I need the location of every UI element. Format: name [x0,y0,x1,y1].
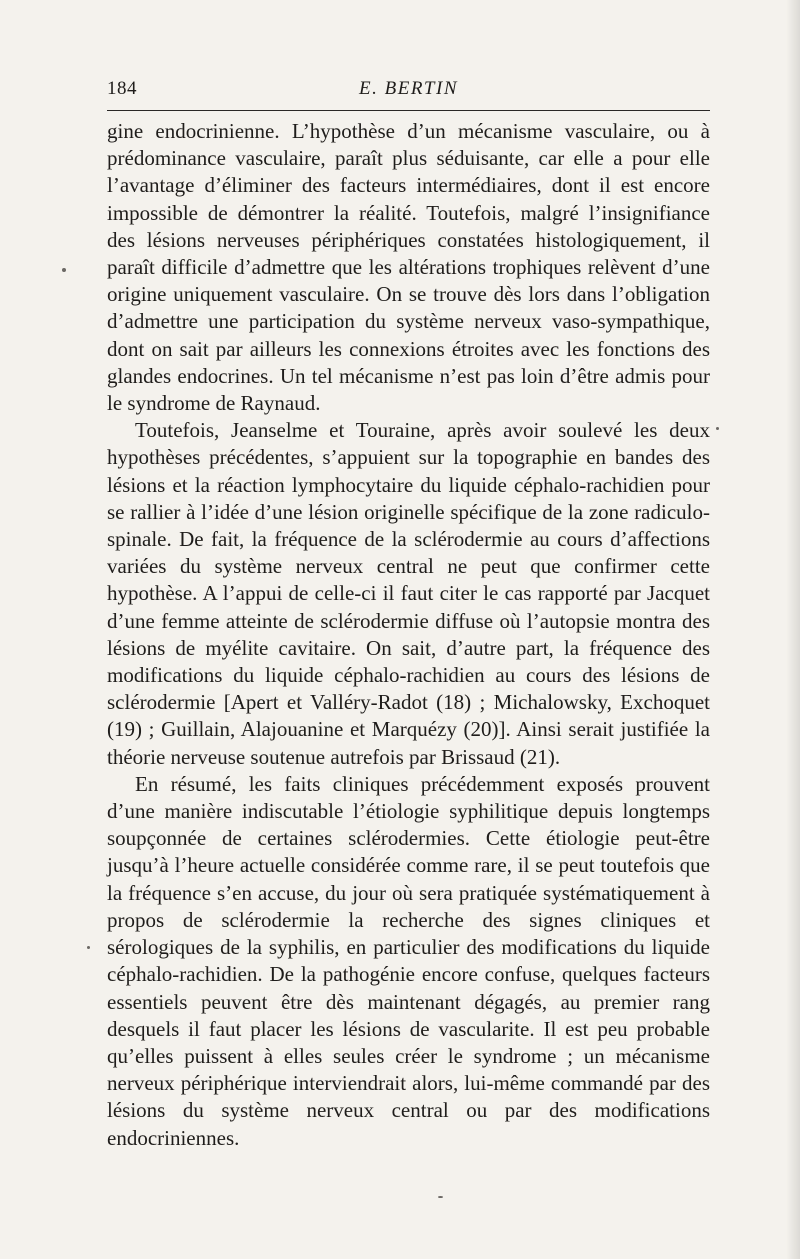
paragraph-summary: En résumé, les faits cliniques précédemment exposés prouvent d’une manière indiscutable l’étiologie syphilitique depuis longtemps soupçonnée de certaines sclérodermies. Cette étiologie peut-être jusqu’à l’heure actuelle considérée comme rare, il se peut toutefois que la fréquence s’en accuse, du jour où sera pratiquée systématiquement à propos de sclérodermie la recherche des signes cliniques et sérologiques de la syphilis, en particulier des modifications du liquide céphalo-rachidien. De la pathogénie encore confuse, quelques facteurs essentiels peuvent être dès maintenant dégagés, au premier rang desquels il faut placer les lésions de vascularite. Il est peu probable qu’elles puissent à elles seules créer le syndrome ; un mécanisme nerveux périphérique interviendrait alors, lui-même commandé par des lésions du système nerveux central ou par des modifications endocriniennes. [107,771,710,1150]
page-number: 184 [107,78,137,99]
paper-speck [716,427,719,430]
paper-speck [87,946,90,949]
body-text [107,118,710,1152]
running-head: E. BERTIN [359,78,458,99]
page-header [107,78,710,104]
paper-speck [62,268,66,272]
paper-speck [438,1196,443,1198]
paragraph-pathogenesis: Toutefois, Jeanselme et Touraine, après avoir soulevé les deux hypothèses précédentes, s’appuient sur la topographie en bandes des lésions et la réaction lymphocytaire du liquide céphalo-rachidien pour se rallier à l’idée d’une lésion originelle spécifique de la zone radiculo-spinale. De fait, la fréquence de la sclérodermie au cours d’affections variées du système nerveux central ne peut que confirmer cette hypothèse. A l’appui de celle-ci il faut citer le cas rapporté par Jacquet d’une femme atteinte de sclérodermie diffuse où l’autopsie montra des lésions de myélite cavitaire. On sait, d’autre part, la fréquence des modifications du liquide céphalo-rachidien au cours des lésions de sclérodermie [Apert et Valléry-Radot (18) ; Michalowsky, Exchoquet (19) ; Guillain, Alajouanine et Marquézy (20)]. Ainsi serait justifiée la théorie nerveuse soutenue autrefois par Brissaud (21). [107,418,710,769]
header-rule [107,110,710,111]
paragraph-continuation: gine endocrinienne. L’hypothèse d’un mécanisme vasculaire, ou à prédominance vasculaire, paraît plus séduisante, car elle a pour elle l’avantage d’éliminer des facteurs intermédiaires, dont il est encore impossible de démontrer la réalité. Toutefois, malgré l’insignifiance des lésions nerveuses périphériques constatées histologiquement, il paraît difficile d’admettre que les altérations trophiques relèvent d’une origine uniquement vasculaire. On se trouve dès lors dans l’obligation d’admettre une participation du système nerveux vaso-sympathique, dont on sait par ailleurs les connexions étroites avec les fonctions des glandes endocrines. Un tel mécanisme n’est pas loin d’être admis pour le syndrome de Raynaud. [107,119,710,416]
page-edge-shadow [786,0,800,1259]
